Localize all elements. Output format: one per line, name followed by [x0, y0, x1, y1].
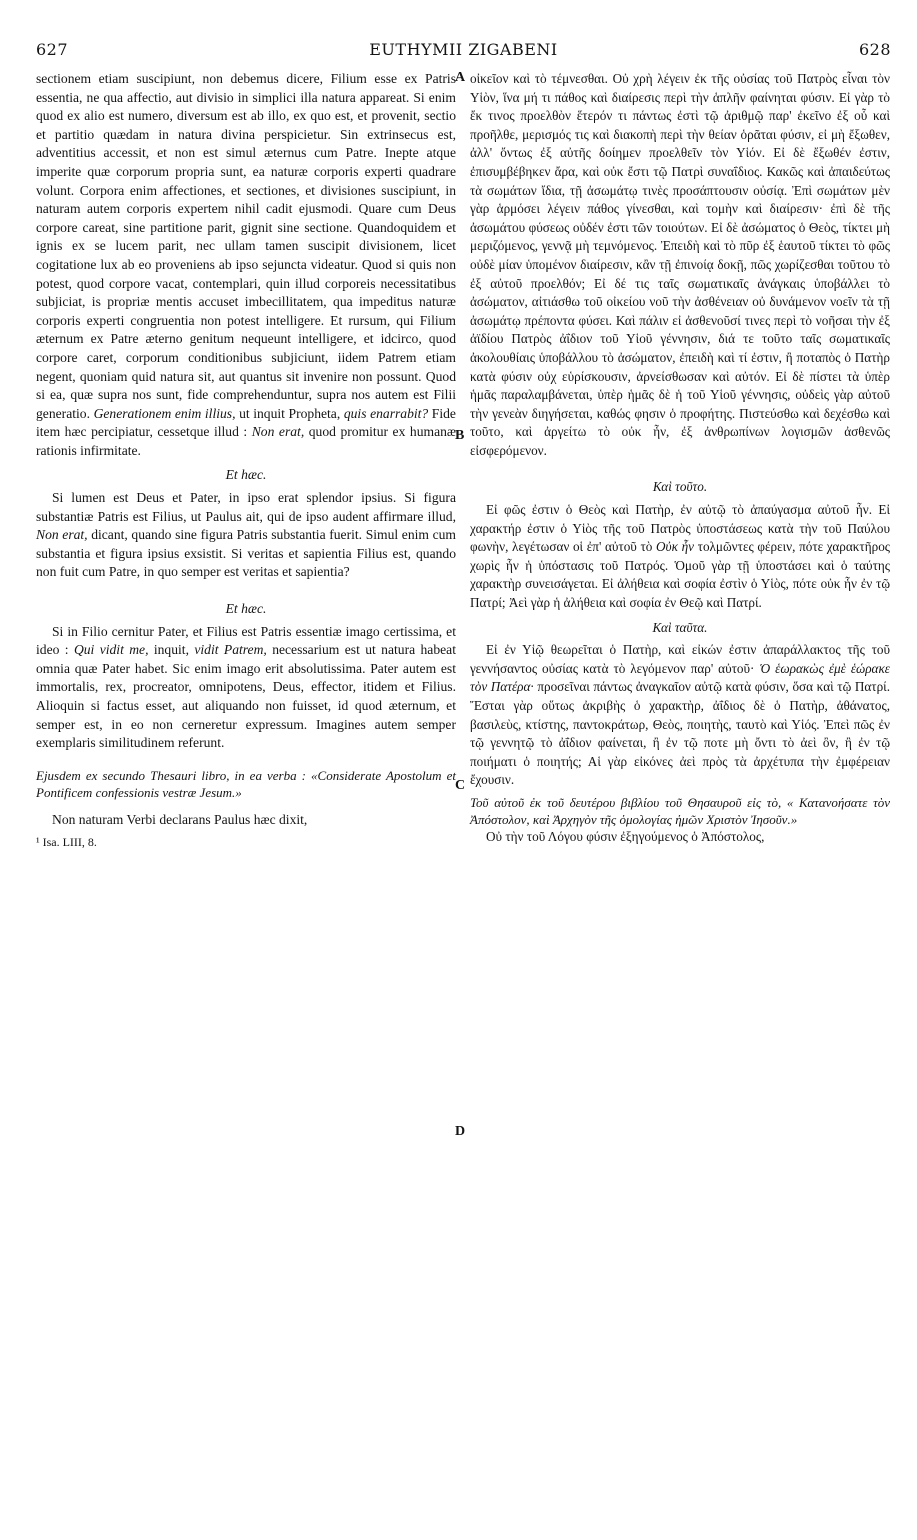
latin-paragraph-1: sectionem etiam suscipiunt, non debemus dicere, Filium esse ex Patris essentia, ne qua affectio, aut divisio in simplici illa natura appareat. Si enim quod ex alio est numero, diversum est ab illo, ex quo est, et provenit, sectio et partitio quædam in natura divina perspicietur. Sin extrinsecus est, adventitius accessit, et non est simul æternus cum Patre. Inepte atque imperite quæ corporum propria sunt, ea naturæ corporis experti quadrare volunt. Corpora enim affectiones, et sectiones, et divisiones suscipiunt, in naturam autem corporis expertem nihil cadit ejusmodi. Quare cum Deus corpore careat, sine partitione parit, gignit sine sectione. Quandoquidem et ignis ex se lucem parit, nec ullam tamen suscipit divisionem, licet cogitatione lux ab eo proveniens ab ipso sejuncta videatur. Quod si quis non potest, quod corpore vacat, contemplari, quin illud corporeis necessitatibus subjiciat, is propriæ mentis accuset imbecillitatem, qua impeditus naturæ corporis experti congruentia non potest intelligere. Et rursum, qui Filium æternum ex Patre æterno genitum nequeunt intelligere, et idcirco, quod corpore caret, corporum conditionibus subjiciunt, iidem Patrem etiam negent, quoniam quid natura sit, aut quantus sit invenire non possunt. Quod si ea, quæ supra nos sunt, fide comprehenduntur, supra nos autem est Filii generatio. Generationem enim illius, ut inquit Propheta, quis enarrabit? Fide item hæc percipiatur, cessetque illud : Non erat, quod promitur ex humanæ rationis infirmitate.	[36, 71, 456, 458]
greek-paragraph-3: Εἰ ἐν Υἱῷ θεωρεῖται ὁ Πατὴρ, καὶ εἰκών ἐστιν ἀπαράλλακτος τῆς τοῦ γεννήσαντος οὐσίας κατὰ τὸ λεγόμενον παρ' αὐτοῦ· Ὁ ἑωρακὼς ἐμὲ ἑώρακε τὸν Πατέρα· προσεῖναι πάντως ἀναγκαῖον αὐτῷ κατὰ φύσιν, ὅσα καὶ τῷ Πατρί. Ἔσται γὰρ οὕτως ἀκριβὴς ὁ χαρακτὴρ, ἀΐδιος δὲ ὁ Πατὴρ, ἀθάνατος, βασιλεὺς, κτίστης, παντοκράτωρ, Θεὸς, ποιητὴς, ταυτὸ καὶ Υἱός. Ἐπεὶ πῶς ἐν τῷ γεννητῷ τὸ ἀΐδιον φαίνεται, ἢ ἐν τῷ ποτε μὴ ὄντι τὸ ἀεὶ ὂν, ἢ ἐν τῷ ποιήματι ὁ ποιητής; Αἱ γὰρ εἰκόνες ἀεὶ πρὸς τὰ ἀρχέτυπα τὴν ἐμφέρειαν ἔχουσιν.	[470, 642, 891, 788]
page-header	[36, 40, 891, 66]
latin-column	[36, 70, 456, 852]
margin-letter-c: C	[455, 778, 466, 793]
page-number-right: 628	[858, 40, 891, 59]
margin-letter-a: A	[455, 70, 466, 85]
latin-paragraph-3: Si in Filio cernitur Pater, et Filius est Patris essentiæ imago certissima, et ideo : Qui vidit me, inquit, vidit Patrem, necessarium est ut natura habeat omnia quæ Pater habet. Sic enim imago erit absolutissima. Pater autem est immortalis, rex, procreator, omnipotens, Deus, effector, itidem et Filius. Alioquin si factus esset, aut aliquando non fuisset, id quod æternum, et semper est, in eo non cerneretur expressum. Imagines autem semper exemplaris similitudinem referunt.	[36, 623, 456, 751]
margin-letter-d: D	[455, 1124, 466, 1139]
running-title: EUTHYMII ZIGABENI	[369, 40, 558, 59]
greek-paragraph-1: οἰκεῖον καὶ τὸ τέμνεσθαι. Οὐ χρὴ λέγειν ἐκ τῆς οὐσίας τοῦ Πατρὸς εἶναι τὸν Υἱὸν, ἵνα μή τι πάθος καὶ διαίρεσις περὶ τὴν ἁπλῆν φαίνηται φύσιν. Εἰ γὰρ τὸ ἔκ τινος προελθὸν ἕτερόν τι πάντως ἐστὶ τῷ ἀριθμῷ παρ' ἐκεῖνο ἐξ οὗ καὶ προῆλθε, μερισμός τις καὶ διακοπὴ περὶ τὴν θείαν ὁρᾶται φύσιν, εἰ μὴ ἔξωθεν, ἀλλ' ὄντως ἐξ αὐτῆς δοίημεν προελθεῖν τὸν Υἱόν. Εἰ δὲ ἔξωθέν ἐστιν, ἐπισυμβέβηκεν ἄρα, καὶ οὐκ ἔστι τῷ Πατρὶ συναΐδιος. Κακῶς καὶ ἀπαιδεύτως τὰ σωμάτων ἴδια, τῇ ἀσωμάτῳ τινὲς προσάπτουσιν οὐσίᾳ. Ἐπὶ σωμάτων μὲν γὰρ ἁρμόσει λέγειν πάθος γίνεσθαι, καὶ τομὴν καὶ διαίρεσιν· ἐπὶ δὲ τῆς ἀσωμάτου φύσεως οὐδέν ἐστι τῶν τοιούτων. Εἰ δὲ ἀσώματος ὁ Θεὸς, τίκτει μὴ μεριζόμενος, γεννᾷ μὴ τεμνόμενος. Ἐπειδὴ καὶ τὸ πῦρ ἐξ ἑαυτοῦ τίκτει τὸ φῶς οὐδὲ μίαν ὑπομένον διαίρεσιν, κἂν τῇ ἐπινοίᾳ δοκῇ, πῶς χωρίζεσθαι τοῦτου τὸ ἐξ αὐτοῦ προελθόν; Εἰ δέ τις ταῖς σωματικαῖς ἀνάγκαις ὑποβάλλει τὸ ἀσώματον, αἰτιάσθω τοῦ οἰκείου νοῦ τὴν ἀσθένειαν οὐ δυνάμενον νοεῖν τὰ τῇ ἀσωμάτῳ πρέποντα φύσει. Καὶ πάλιν εἰ ἀσθενοῦσί τινες περὶ τὸ νοῆσαι τὴν ἐξ ἀϊδίου Πατρὸς ἀΐδιον τοῦ Υἱοῦ γέννησιν, διά τε τοῦτο ταῖς σωματικαῖς ἀκολουθίαις ὑποβάλλου τὸ ἀσώματον, ἐπειδὴ καὶ τί ἐστιν, ἢ ποταπὸς ὁ Πατὴρ κατὰ φύσιν οὐχ εὑρίσκουσιν, ἀρνείσθωσαν καὶ αὐτόν. Εἰ δὲ πίστει τὰ ὑπὲρ ἡμᾶς παραλαμβάνεται, ὑπὲρ ἡμᾶς δὲ ἡ τοῦ Υἱοῦ γέννησις, οὐδεὶς γὰρ αὐτοῦ τὴν γενεὰν διηγήσεται, καθώς φησιν ὁ προφήτης. Πιστεύσθω καὶ δεχέσθω καὶ τοῦτο, καὶ ἀργείτω τὸ οὐκ ἦν, ἐξ ἀνθρωπίνων λογισμῶν ἀσθενῶς εἰσφερόμενον.	[470, 71, 890, 458]
latin-paragraph-2: Si lumen est Deus et Pater, in ipso erat splendor ipsius. Si figura substantiæ Patris est Filius, ut Paulus ait, qui de ipso audent affirmare illud, Non erat, dicant, quando sine figura Patris substantia fuerit. Simul enim cum substantia et figura ipsius exsistit. Si veritas et sapientia Filius est, quando non fuit cum Patre, in quo semper est veritas et sapientia?	[36, 490, 456, 580]
greek-heading-kai-touto: Καὶ τοῦτο.	[652, 479, 708, 495]
latin-section-title: Ejusdem ex secundo Thesauri libro, in ea verba : «Considerate Apostolum et Pontificem confessionis vestræ Jesum.»	[36, 767, 456, 800]
latin-heading-et-haec-1: Et hæc.	[225, 467, 267, 483]
greek-section-title: Τοῦ αὐτοῦ ἐκ τοῦ δευτέρου βιβλίου τοῦ Θησαυροῦ εἰς τὸ, « Κατανοήσατε τὸν Ἀπόστολον, καὶ Ἀρχηγὸν τῆς ὁμολογίας ἡμῶν Χριστὸν Ἰησοῦν.»	[470, 794, 890, 827]
greek-column	[470, 70, 890, 847]
greek-paragraph-2: Εἰ φῶς ἐστιν ὁ Θεὸς καὶ Πατὴρ, ἐν αὐτῷ τὸ ἀπαύγασμα αὐτοῦ ἦν. Εἰ χαρακτήρ ἐστιν ὁ Υἱὸς τῆς τοῦ Πατρὸς ὑποστάσεως κατὰ τὴν τοῦ Παύλου φωνὴν, λεγέτωσαν οἱ ἐπ' αὐτοῦ τὸ Οὐκ ἦν τολμῶντες φέρειν, πότε χαρακτῆρος χωρὶς ἦν ἡ ὑπόστασις τοῦ Πατρός. Ὁμοῦ γὰρ τῇ ὑποστάσει καὶ ὁ ταύτης χαρακτὴρ συνεισάγεται. Εἰ ἀλήθεια καὶ σοφία ἐστὶν ὁ Υἱὸς, πότε οὐκ ἦν ἐν τῷ Πατρί; Ἀεὶ γὰρ ἡ ἀλήθεια καὶ σοφία ἐν Θεῷ καὶ Πατρί.	[470, 502, 891, 611]
footnote: ¹ Isa. LIII, 8.	[36, 835, 97, 850]
greek-paragraph-4: Οὐ τὴν τοῦ Λόγου φύσιν ἐξηγούμενος ὁ Ἀπόστολος,	[486, 828, 765, 844]
margin-letter-b: B	[455, 428, 465, 443]
page-number-left: 627	[36, 40, 69, 59]
greek-heading-kai-tauta: Καὶ ταῦτα.	[652, 619, 708, 635]
latin-paragraph-4: Non naturam Verbi declarans Paulus hæc dixit,	[52, 811, 308, 827]
latin-heading-et-haec-2: Et hæc.	[225, 601, 267, 617]
